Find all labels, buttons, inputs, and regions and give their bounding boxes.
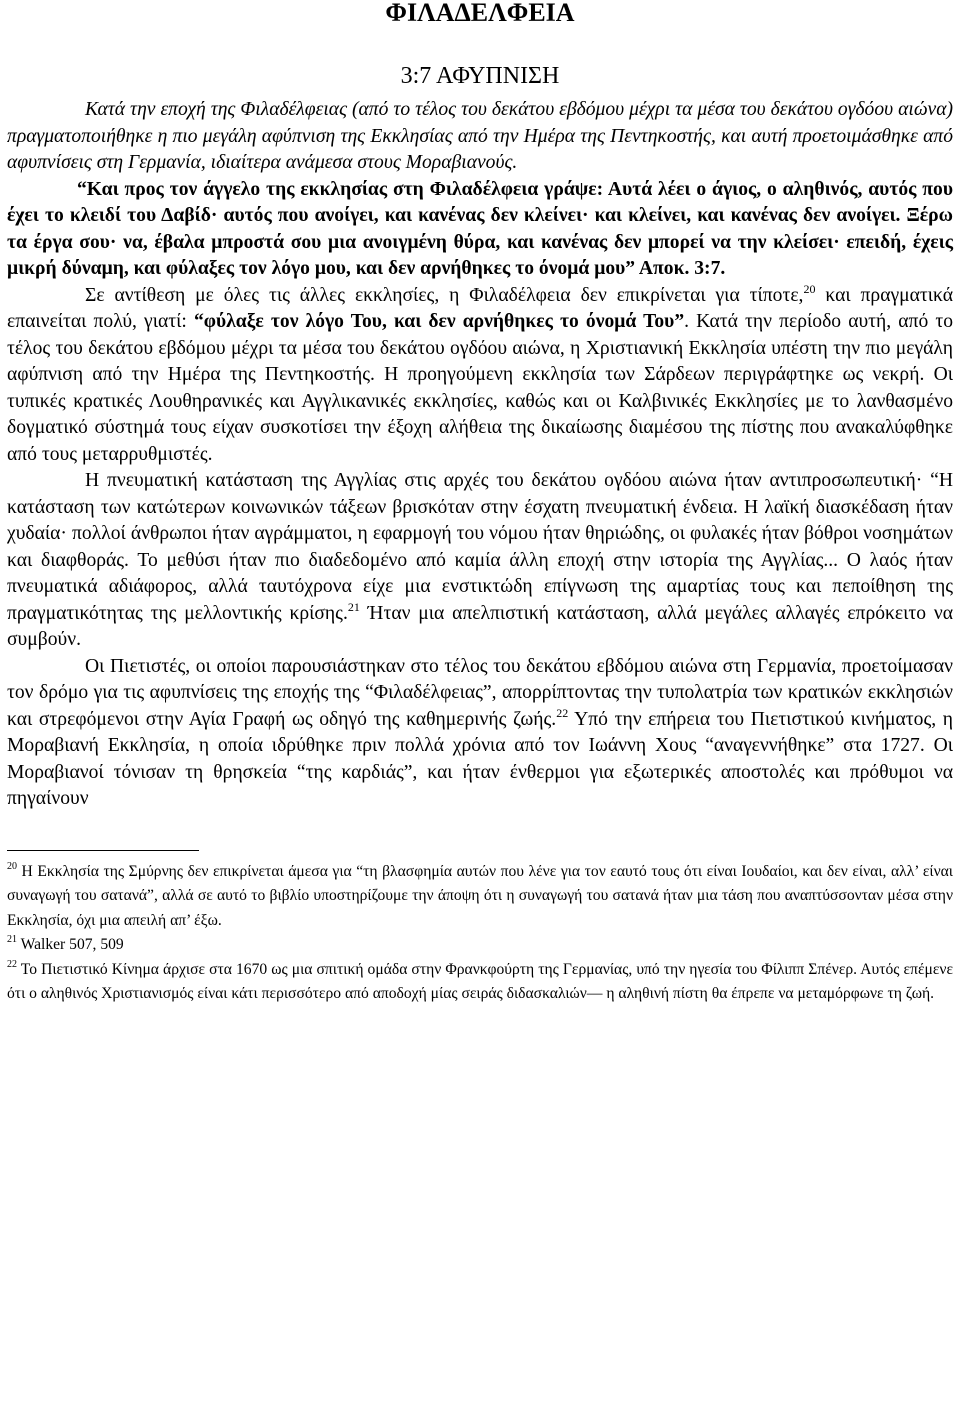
paragraph-2 [7, 468, 953, 654]
paragraph-1-text-b: και πραγματικά επαινείται πολύ, γιατί: [7, 284, 953, 332]
paragraph-1-bold-quote: “φύλαξε τον λόγο Του, και δεν αρνήθηκες το όνομά Του” [193, 311, 685, 332]
page-title: ΦΙΛΑΔΕΛΦΕΙΑ [385, 0, 575, 27]
footnote-22 [7, 958, 953, 1007]
footnote-21 [7, 933, 953, 958]
footnote-divider [7, 850, 199, 851]
section-heading: 3:7 ΑΦΥΠΝΙΣΗ [400, 63, 560, 89]
footnote-number: 20 [7, 860, 17, 872]
paragraph-1-text-a: Σε αντίθεση με όλες τις άλλες εκκλησίες, η Φιλαδέλφεια δεν επικρίνεται για τίποτε, [85, 284, 804, 306]
footnote-text: Η Εκκλησία της Σμύρνης δεν επικρίνεται άμεσα για “τη βλασφημία αυτών που λένε για τον εαυτό τους ότι είναι Ιουδαίοι, και δεν είναι, αλλ’ είναι συναγωγή του σατανά”, αλλά σε αυτό το βιβλίο υποστηρίζουμε την άποψη ότι η συναγωγή του σατανά ήταν μια τάση που αναπτύσσονταν μέσα στην Εκκλησία, όχι μια απειλή απ’ έξω. [7, 862, 953, 929]
paragraph-3-text-a: Οι Πιετιστές, οι οποίοι παρουσιάστηκαν στο τέλος του δεκάτου εβδόμου αιώνα στη Γερμανία, προετοίμασαν τον δρόμο για τις αφυπνίσεις της εποχής της “Φιλαδέλφειας”, απορρίπτοντας την τυπολατρία των κρατικών εκκλησιών και στρεφόμενοι στην Αγία Γραφή ως οδηγό της καθημερινής ζωής. [7, 655, 953, 730]
footnote-ref-22[interactable]: 22 [556, 705, 569, 720]
footnote-ref-20[interactable]: 20 [803, 281, 816, 296]
footnote-text: Το Πιετιστικό Κίνημα άρχισε στα 1670 ως μια σπιτική ομάδα στην Φρανκφούρτη της Γερμανίας, υπό την ηγεσία του Φίλιππ Σπένερ. Αυτός επέμενε ότι ο αληθινός Χριστιανισμός είναι κάτι περισσότερο από αποδοχή μίας σειράς διδασκαλιών— η αληθινή πίστη θα έπρεπε να μεταμόρφωνε τη ζωή. [7, 960, 953, 1002]
paragraph-2-text-a: Η πνευματική κατάσταση της Αγγλίας στις αρχές του δεκάτου ογδόου αιώνα ήταν αντιπροσωπευτική· “Η κατάσταση των κατώτερων κοινωνικών τάξεων βρισκόταν στην έσχατη πνευματική ένδεια. Η λαϊκή διασκέδαση ήταν χυδαία· πολλοί άνθρωποι ήταν αγράμματοι, η εφαρμογή του νόμου ήταν θηριώδης, οι φυλακές ήταν βόθροι νοσημάτων και διαφθοράς. Το μεθύσι ήταν πιο διαδεδομένο από καμία άλλη εποχή στην ιστορία της Αγγλίας... Ο λαός ήταν πνευματικά αδιάφορος, αλλά ταυτόχρονα είχε μια ενστικτώδη επίγνωση της αμαρτίας τους και πεποίθηση της πραγματικότητας της μελλοντικής κρίσης. [7, 470, 953, 624]
paragraph-3 [7, 654, 953, 813]
paragraph-3-text-b: Υπό την επήρεια του Πιετιστικού κινήματος, η Μοραβιανή Εκκλησία, η οποία ιδρύθηκε πριν πολλά χρόνια από τον Ιωάννη Χους “αναγεννήθηκε” στα 1727. Οι Μοραβιανοί τόνισαν τη θρησκεία “της καρδιάς”, και ήταν ένθερμοι για εξωτερικές αποστολές και πρόθυμοι να πηγαίνουν [7, 708, 954, 809]
paragraph-1 [7, 283, 953, 469]
paragraph-1-text-c: . Κατά την περίοδο αυτή, από το τέλος του δεκάτου εβδόμου μέχρι τα μέσα του δεκάτου ογδόου αιώνα, η Χριστιανική Εκκλησία υπέστη την πιο μεγάλη αφύπνιση από την Ημέρα της Πεντηκοστής. Η προηγούμενη εκκλησία των Σάρδεων περιγράφτηκε ως νεκρή. Οι τυπικές κρατικές Λουθηρανικές και Αγγλικανικές εκκλησίες, καθώς και οι Καλβινικές Εκκλησίες με το λανθασμένο δογματικό σύστημά τους είχαν συσκοτίσει την έξοχη αλήθεια της δικαίωσης διαμέσου της πίστης που ανακαλύφθηκε από τους μεταρρυθμιστές. [7, 311, 954, 465]
document-page [7, 0, 953, 1007]
footnote-20 [7, 860, 953, 934]
paragraph-2-text-b: Ήταν μια απελπιστική κατάσταση, αλλά μεγάλες αλλαγές επρόκειτο να συμβούν. [7, 602, 953, 650]
intro-paragraph: Κατά την εποχή της Φιλαδέλφειας (από το τέλος του δεκάτου εβδόμου μέχρι τα μέσα του δεκάτου ογδόου αιώνα) πραγματοποιήθηκε η πιο μεγάλη αφύπνιση της Εκκλησίας από την Ημέρα της Πεντηκοστής, και αυτή προετοιμάσθηκε από αφυπνίσεις στη Γερμανία, ιδιαίτερα ανάμεσα στους Μοραβιανούς. [7, 99, 953, 173]
scripture-quote: “Και προς τον άγγελο της εκκλησίας στη Φιλαδέλφεια γράψε: Αυτά λέει ο άγιος, ο αληθινός, αυτός που έχει το κλειδί του Δαβίδ· αυτός που ανοίγει, και κανένας δεν κλείνει· και κλείνει, και κανένας δεν ανοίγει. Ξέρω τα έργα σου· να, έβαλα μπροστά σου μια ανοιγμένη θύρα, και κανένας δεν μπορεί να την κλείσει· επειδή, έχεις μικρή δύναμη, και φύλαξες τον λόγο μου, και δεν αρνήθηκες το όνομά μου” Αποκ. 3:7. [7, 178, 953, 279]
footnote-text: Walker 507, 509 [17, 936, 124, 953]
footnote-number: 21 [7, 934, 17, 945]
footnote-ref-21[interactable]: 21 [347, 599, 360, 614]
footnote-number: 22 [7, 958, 17, 970]
